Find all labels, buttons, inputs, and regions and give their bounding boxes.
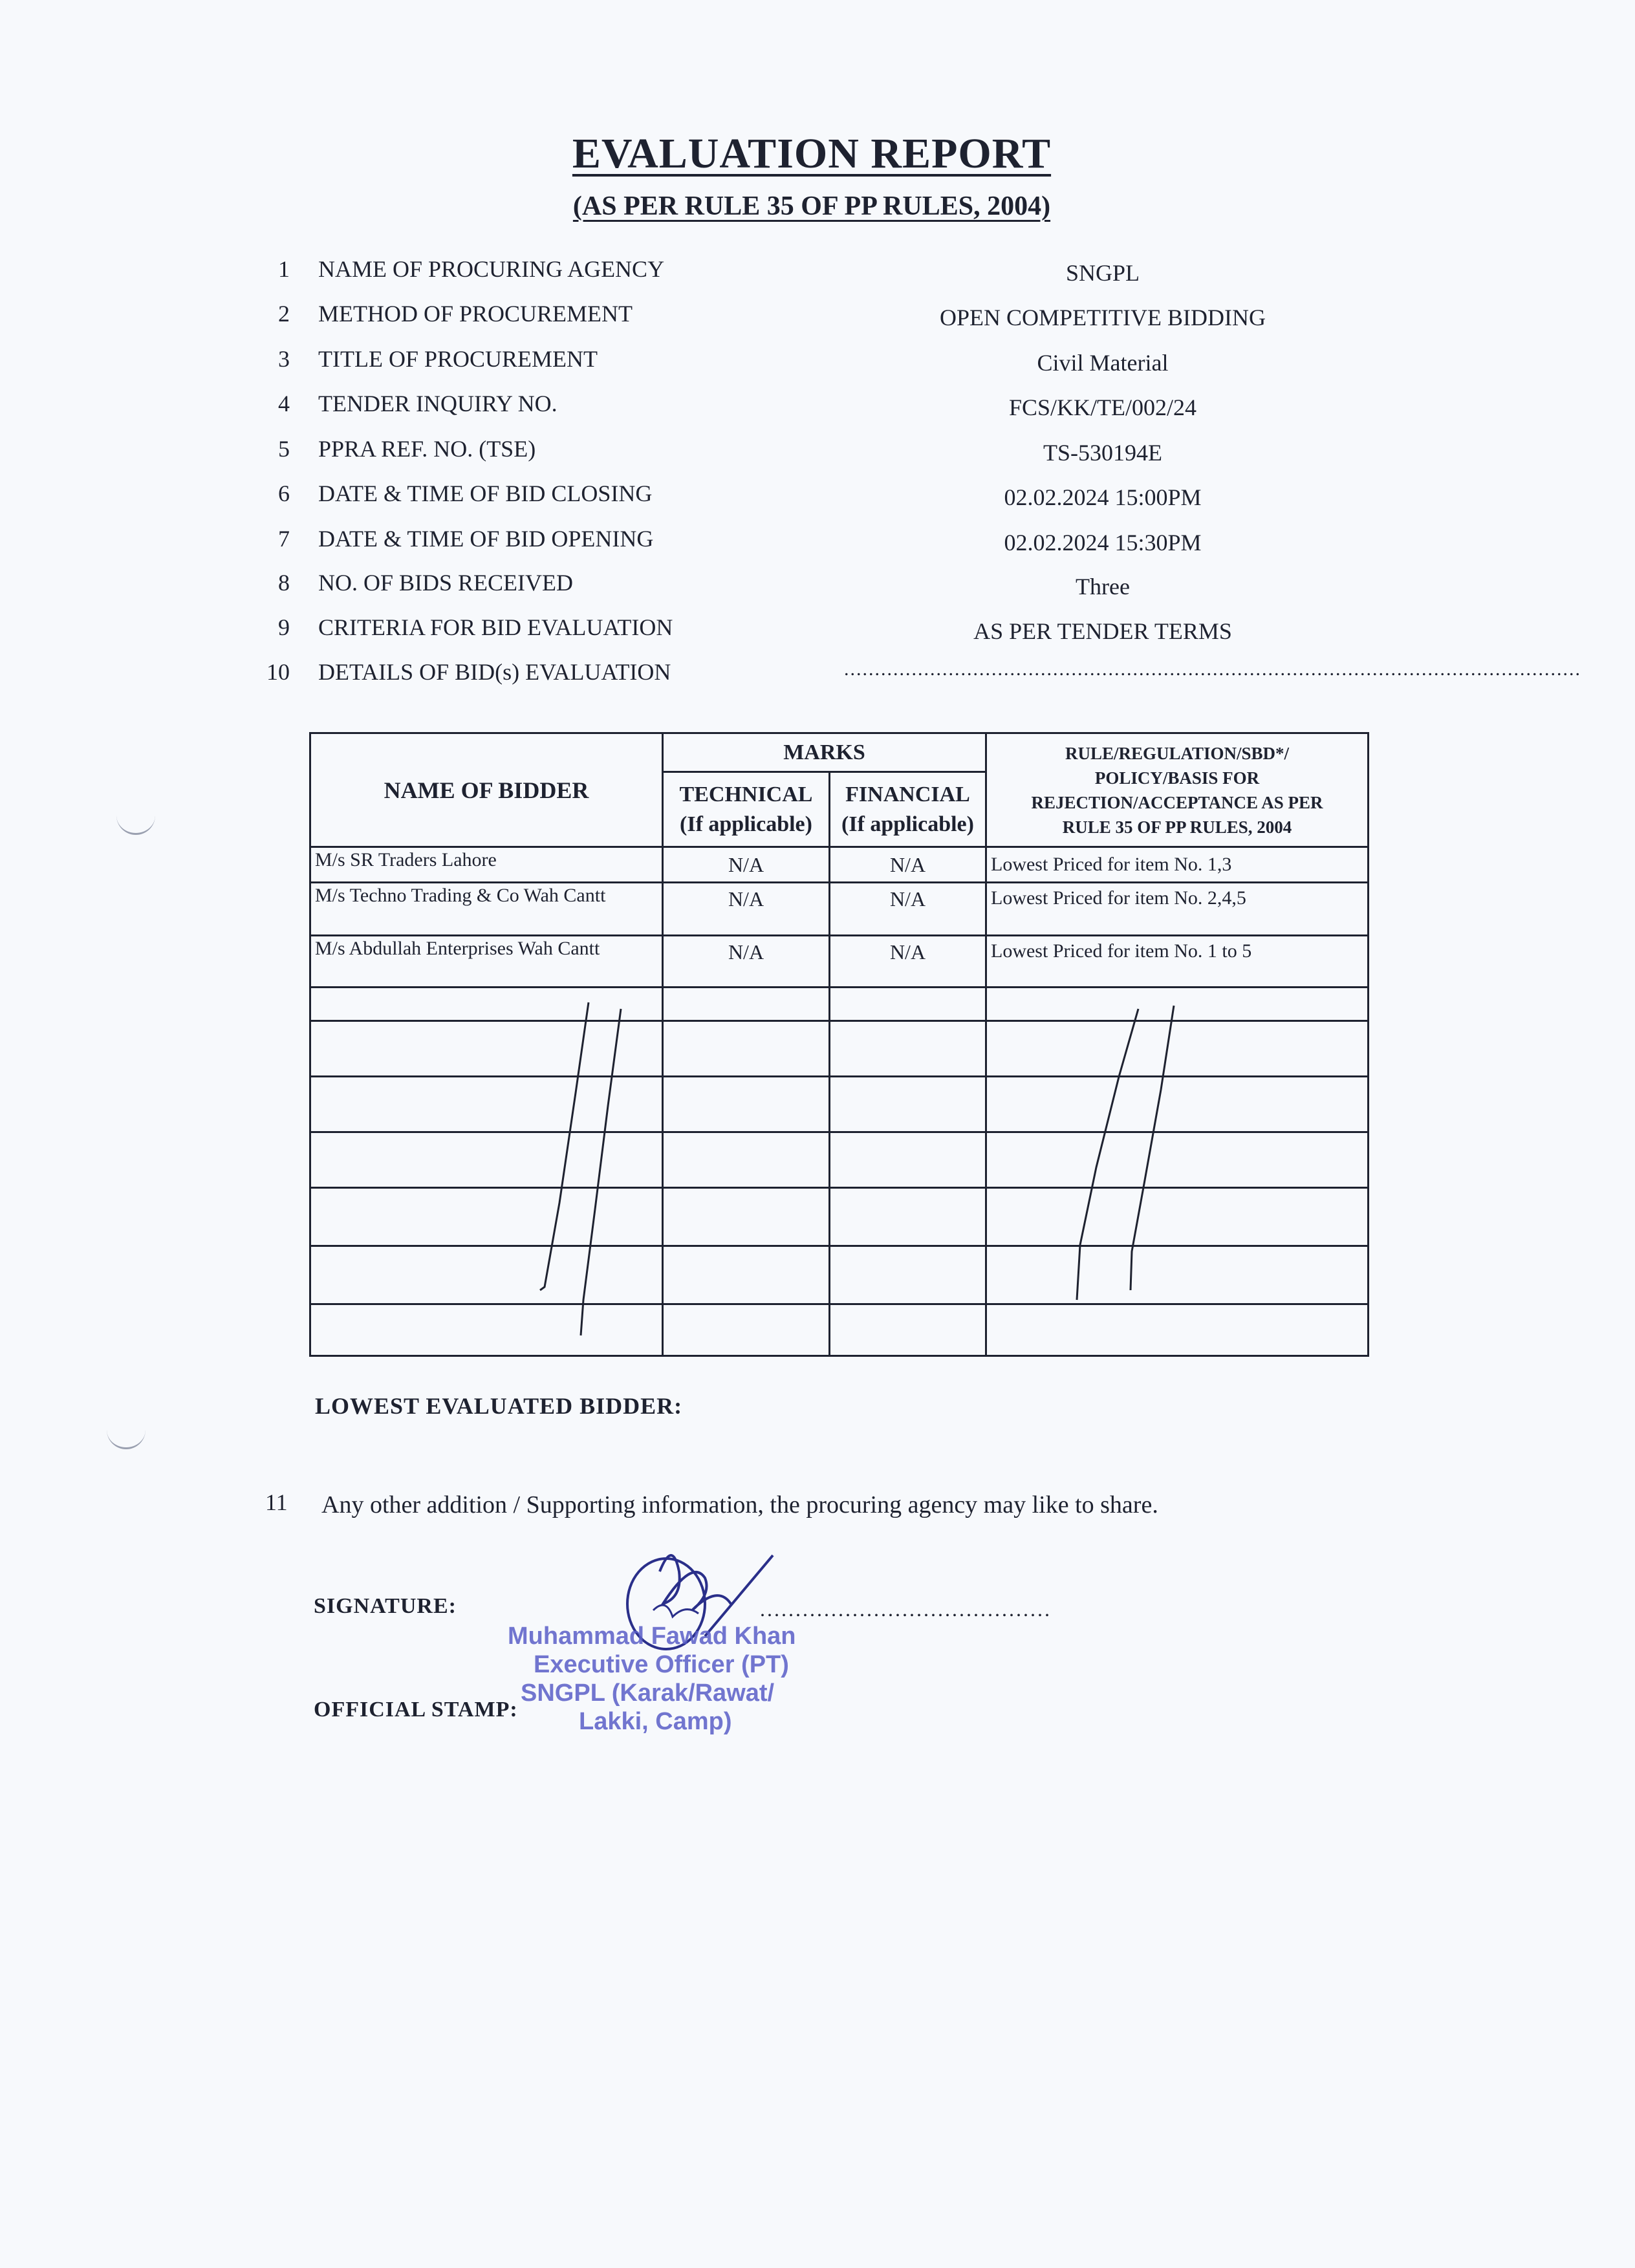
header-rule-basis (986, 733, 1369, 847)
detail-item (0, 435, 1635, 474)
lowest-evaluated-bidder-label: LOWEST EVALUATED BIDDER: (315, 1393, 683, 1419)
detail-item-value: 02.02.2024 15:00PM (1004, 484, 1202, 510)
bid-evaluation-table (309, 732, 1369, 1357)
acceptance-basis: Lowest Priced for item No. 1 to 5 (986, 936, 1369, 988)
empty-row (310, 1021, 1369, 1077)
bidder-name: M/s SR Traders Lahore (310, 847, 663, 883)
header-financial-note: (If applicable) (841, 812, 974, 836)
detail-item-label: NAME OF PROCURING AGENCY (318, 256, 665, 282)
detail-item (0, 658, 1635, 697)
official-stamp (508, 1622, 805, 1736)
cancellation-slash-mark (498, 996, 627, 1358)
detail-item (0, 345, 1635, 384)
detail-item-label: DATE & TIME OF BID OPENING (318, 526, 654, 552)
table-row (310, 883, 1369, 936)
detail-item (0, 480, 1635, 519)
stamp-line: Muhammad Fawad Khan (508, 1623, 796, 1650)
empty-row (310, 1188, 1369, 1246)
header-marks: MARKS (663, 733, 986, 772)
empty-row (310, 1304, 1369, 1356)
header-name-of-bidder: NAME OF BIDDER (310, 733, 663, 847)
detail-item (0, 255, 1635, 294)
detail-item-number: 3 (278, 346, 290, 372)
header-technical (663, 772, 830, 847)
punch-hole-mark (107, 1428, 146, 1449)
detail-item-value: AS PER TENDER TERMS (973, 618, 1232, 644)
table-row (310, 847, 1369, 883)
technical-mark: N/A (663, 936, 830, 988)
detail-item-label: PPRA REF. NO. (TSE) (318, 436, 536, 462)
detail-item-value: FCS/KK/TE/002/24 (1008, 394, 1197, 420)
bidder-name: M/s Abdullah Enterprises Wah Cantt (310, 936, 663, 988)
page-title: EVALUATION REPORT (572, 130, 1052, 177)
detail-item-label: TENDER INQUIRY NO. (318, 391, 558, 416)
detail-item (0, 390, 1635, 429)
financial-mark: N/A (830, 936, 986, 988)
detail-item-number: 6 (278, 481, 290, 506)
detail-item-value: Civil Material (1037, 350, 1169, 376)
detail-item-value: OPEN COMPETITIVE BIDDING (940, 305, 1266, 330)
detail-item (0, 614, 1635, 653)
item-11-number: 11 (265, 1489, 288, 1515)
detail-item-number: 8 (278, 570, 290, 596)
header-financial (830, 772, 986, 847)
detail-item-number: 7 (278, 526, 290, 552)
header-rule-line: REJECTION/ACCEPTANCE AS PER (1031, 792, 1323, 812)
detail-item-dotted-line: ........................................................................................................................ (844, 658, 1581, 680)
detail-item (0, 525, 1635, 564)
header-technical-label: TECHNICAL (679, 782, 813, 806)
acceptance-basis: Lowest Priced for item No. 1,3 (986, 847, 1369, 883)
empty-row (310, 1077, 1369, 1132)
financial-mark: N/A (830, 847, 986, 883)
cancellation-slash-mark (1041, 999, 1190, 1310)
signature-label: SIGNATURE: (314, 1594, 457, 1618)
stamp-line: SNGPL (Karak/Rawat/ (521, 1679, 775, 1707)
detail-item-number: 10 (266, 659, 290, 685)
item-11-text: Any other addition / Supporting information, the procuring agency may like to share. (321, 1491, 1158, 1518)
stamp-line: Executive Officer (PT) (534, 1651, 789, 1678)
technical-mark: N/A (663, 883, 830, 936)
header-financial-label: FINANCIAL (845, 782, 970, 806)
empty-row (310, 1246, 1369, 1304)
table-row (310, 936, 1369, 988)
header-rule-line: RULE/REGULATION/SBD*/ (1065, 743, 1290, 763)
detail-item-label: NO. OF BIDS RECEIVED (318, 570, 574, 596)
detail-item-label: DATE & TIME OF BID CLOSING (318, 481, 653, 506)
header-rule-line: POLICY/BASIS FOR (1094, 768, 1260, 788)
detail-item-label: CRITERIA FOR BID EVALUATION (318, 614, 673, 640)
detail-item-value: TS-530194E (1043, 440, 1162, 466)
detail-item-number: 1 (278, 256, 290, 282)
stamp-line: Lakki, Camp) (579, 1708, 732, 1735)
detail-item-label: TITLE OF PROCUREMENT (318, 346, 598, 372)
detail-item-value: 02.02.2024 15:30PM (1004, 530, 1202, 556)
empty-row (310, 988, 1369, 1021)
page-subtitle: (AS PER RULE 35 OF PP RULES, 2004) (572, 191, 1051, 221)
detail-item (0, 569, 1635, 608)
header-rule-line: RULE 35 OF PP RULES, 2004 (1062, 817, 1292, 837)
bidder-name: M/s Techno Trading & Co Wah Cantt (310, 883, 663, 936)
signature-line: ......................................... (760, 1597, 1052, 1621)
header-technical-note: (If applicable) (680, 812, 812, 836)
detail-item-number: 4 (278, 391, 290, 416)
technical-mark: N/A (663, 847, 830, 883)
detail-item-label: METHOD OF PROCUREMENT (318, 301, 633, 327)
detail-item-label: DETAILS OF BID(s) EVALUATION (318, 659, 671, 685)
detail-item-value: SNGPL (1065, 260, 1140, 286)
financial-mark: N/A (830, 883, 986, 936)
detail-item-number: 2 (278, 301, 290, 327)
detail-item-number: 5 (278, 436, 290, 462)
detail-item (0, 300, 1635, 339)
detail-item-value: Three (1076, 574, 1130, 599)
punch-hole-mark (116, 814, 155, 835)
official-stamp-label: OFFICIAL STAMP: (314, 1698, 518, 1722)
empty-row (310, 1132, 1369, 1188)
acceptance-basis: Lowest Priced for item No. 2,4,5 (986, 883, 1369, 936)
detail-item-number: 9 (278, 614, 290, 640)
